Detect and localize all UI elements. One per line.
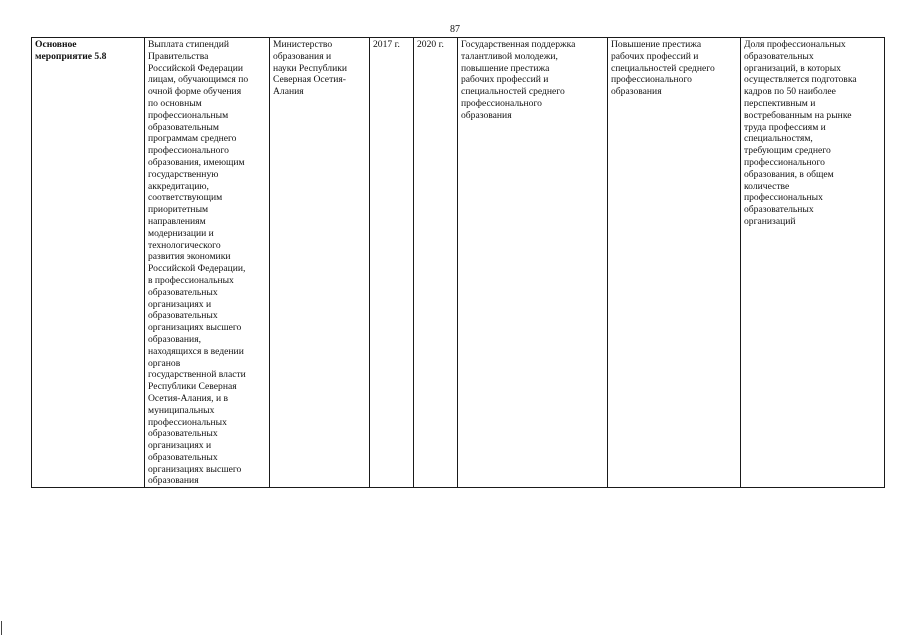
cell-text-line: талантливой молодежи, — [461, 50, 558, 62]
cell-text-line: образования — [148, 475, 199, 487]
cell-text-line: Основное — [35, 39, 77, 50]
activity-number-cell — [32, 38, 145, 488]
cell-text-line: приоритетным — [148, 204, 209, 216]
cell-text-line: образования — [461, 109, 512, 121]
cell-text-line: профессионального — [744, 156, 825, 168]
cell-text-line: труда профессиям и — [744, 121, 826, 133]
cell-text-line: программам среднего — [148, 133, 237, 145]
cell-text-line: образования, в общем — [744, 168, 834, 180]
cell-text-line: государственную — [148, 168, 219, 180]
cell-text-line: профессионального — [611, 74, 692, 86]
cell-text-line: образовательных — [744, 204, 814, 216]
cell-text-line: образования — [611, 86, 662, 98]
cell-text-line: органов — [148, 357, 181, 369]
cell-text-line: рабочих профессий и — [611, 50, 699, 62]
start-year-cell: 2017 г. — [370, 38, 414, 488]
cell-text-line: государственной власти — [148, 369, 246, 381]
indicator-cell — [741, 38, 885, 488]
cell-text-line: образовательных — [148, 451, 218, 463]
cell-text-line: образовательных — [148, 428, 218, 440]
cell-text-line: Осетия-Алания, и в — [148, 392, 229, 404]
cell-text-line: Республики Северная — [148, 381, 237, 393]
cell-text-line: количестве — [744, 180, 790, 192]
expected-result-cell — [458, 38, 608, 488]
cell-text-line: науки Республики — [273, 62, 348, 74]
cell-text-line: востребованным на рынке — [744, 109, 852, 121]
cell-text-line: профессионального — [461, 97, 542, 109]
cell-text-line: аккредитацию, — [148, 180, 209, 192]
cell-text-line: образования и — [273, 50, 332, 62]
cell-text-line: организациях высшего — [148, 322, 242, 334]
cell-text-line: профессионального — [148, 145, 229, 157]
activity-name-cell — [145, 38, 270, 488]
cell-text-line: модернизации и — [148, 227, 214, 239]
cell-text-line: Министерство — [273, 39, 333, 50]
table-row — [32, 38, 885, 488]
cell-text-line: очной форме обучения — [148, 86, 242, 98]
cell-text-line: профессиональных — [744, 192, 823, 204]
cell-text-line: перспективным и — [744, 97, 816, 109]
cell-text-line: соответствующим — [148, 192, 223, 204]
program-activities-table — [31, 37, 885, 488]
cell-text-line: лицам, обучающимся по — [148, 74, 249, 86]
cell-text-line: организациях и — [148, 298, 212, 310]
cell-text-line: муниципальных — [148, 404, 215, 416]
cell-text-line: образовательным — [148, 121, 219, 133]
cell-text-line: осуществляется подготовка — [744, 74, 857, 86]
cell-text-line: образовательных — [148, 286, 218, 298]
cell-text-line: профессиональных — [148, 416, 227, 428]
cell-text-line: Северная Осетия- — [273, 74, 347, 86]
cell-text-line: образовательных — [148, 310, 218, 322]
executor-cell — [270, 38, 370, 488]
consequences-cell — [608, 38, 741, 488]
cell-text-line: мероприятие 5.8 — [35, 50, 107, 62]
cell-text-line: образовательных — [744, 50, 814, 62]
cell-text-line: специальностей среднего — [611, 62, 715, 74]
cell-text-line: технологического — [148, 239, 221, 251]
cell-text-line: Российской Федерации — [148, 62, 243, 74]
end-year-cell: 2020 г. — [414, 38, 458, 488]
page-number: 87 — [450, 24, 460, 35]
cell-text-line: специальностей среднего — [461, 86, 565, 98]
cell-text-line: образования, имеющим — [148, 156, 245, 168]
scan-edge-mark — [1, 621, 2, 635]
cell-text-line: Выплата стипендий — [148, 39, 230, 50]
cell-text-line: рабочих профессий и — [461, 74, 549, 86]
cell-text-line: находящихся в ведении — [148, 345, 244, 357]
cell-text-line: Алания — [273, 86, 304, 98]
cell-text-line: Правительства — [148, 50, 209, 62]
cell-text-line: образования, — [148, 333, 202, 345]
cell-text-line: повышение престижа — [461, 62, 550, 74]
cell-text-line: в профессиональных — [148, 274, 234, 286]
cell-text-line: требующим среднего — [744, 145, 831, 157]
cell-text-line: Российской Федерации, — [148, 263, 246, 275]
cell-text-line: организациях и — [148, 440, 212, 452]
cell-text-line: развития экономики — [148, 251, 231, 263]
cell-text-line: Государственная поддержка — [461, 39, 576, 50]
cell-text-line: организаций — [744, 215, 796, 227]
cell-text-line: Доля профессиональных — [744, 39, 846, 50]
cell-text-line: специальностям, — [744, 133, 813, 145]
cell-text-line: организациях высшего — [148, 463, 242, 475]
cell-text-line: организаций, в которых — [744, 62, 841, 74]
cell-text-line: кадров по 50 наиболее — [744, 86, 836, 98]
cell-text-line: профессиональным — [148, 109, 229, 121]
cell-text-line: направлениям — [148, 215, 206, 227]
cell-text-line: по основным — [148, 97, 202, 109]
cell-text-line: Повышение престижа — [611, 39, 702, 50]
